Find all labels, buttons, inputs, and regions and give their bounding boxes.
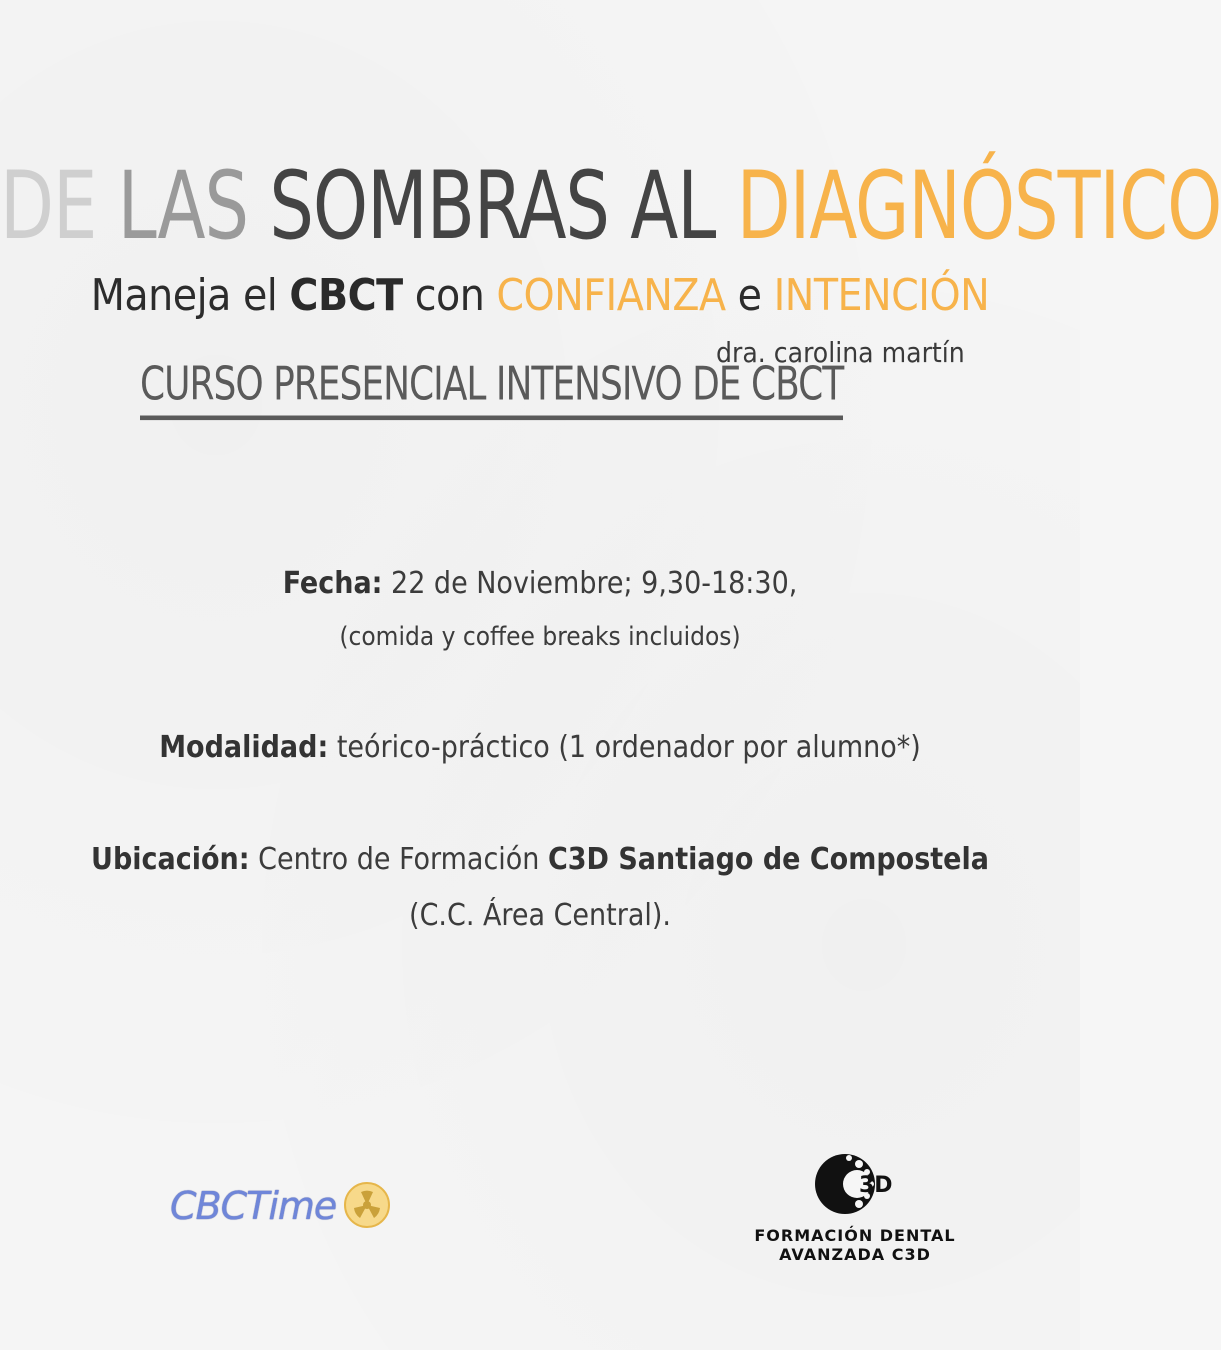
cbctime-logo	[170, 1180, 400, 1240]
course-heading: CURSO PRESENCIAL INTENSIVO DE CBCT	[140, 358, 843, 420]
ubicacion-line	[0, 842, 1080, 877]
svg-text:3D: 3D	[859, 1173, 893, 1198]
fecha-label: Fecha:	[282, 566, 383, 601]
fecha-line	[0, 566, 1080, 601]
subtitle-confianza: CONFIANZA	[496, 270, 726, 321]
title-part-las: LAS	[117, 152, 249, 261]
fecha-value: 22 de Noviembre; 9,30-18:30,	[382, 566, 798, 601]
poster-subtitle	[0, 270, 1080, 321]
subtitle-text-3: e	[725, 270, 774, 321]
title-part-diagnostico: DIAGNÓSTICO	[736, 152, 1221, 261]
c3d-brand-line-1: FORMACIÓN DENTAL	[754, 1226, 956, 1245]
modalidad-value: teórico-práctico (1 ordenador por alumno*)	[328, 730, 921, 765]
radiation-icon	[342, 1180, 392, 1230]
c3d-brand-line-2: AVANZADA C3D	[779, 1245, 931, 1264]
poster-title	[0, 152, 1221, 261]
c3d-logo	[730, 1150, 980, 1270]
subtitle-intencion: INTENCIÓN	[773, 270, 990, 321]
subtitle-text-2: con	[402, 270, 497, 321]
ubicacion-note: (C.C. Área Central).	[409, 898, 671, 933]
ubicacion-center: C3D Santiago de Compostela	[547, 842, 989, 877]
c3d-logo-icon	[815, 1150, 905, 1220]
ubicacion-value: Centro de Formación	[249, 842, 548, 877]
title-part-de: DE	[0, 152, 97, 261]
modalidad-line	[0, 730, 1080, 765]
author-name: dra. carolina martín	[716, 336, 965, 369]
subtitle-text-1: Maneja el	[90, 270, 290, 321]
fecha-note: (comida y coffee breaks incluidos)	[339, 622, 741, 652]
ubicacion-label: Ubicación:	[91, 842, 250, 877]
cbctime-logo-text: CBCTime	[170, 1184, 337, 1228]
title-part-sombras-al: SOMBRAS AL	[269, 152, 716, 261]
modalidad-label: Modalidad:	[159, 730, 329, 765]
subtitle-cbct: CBCT	[289, 270, 403, 321]
